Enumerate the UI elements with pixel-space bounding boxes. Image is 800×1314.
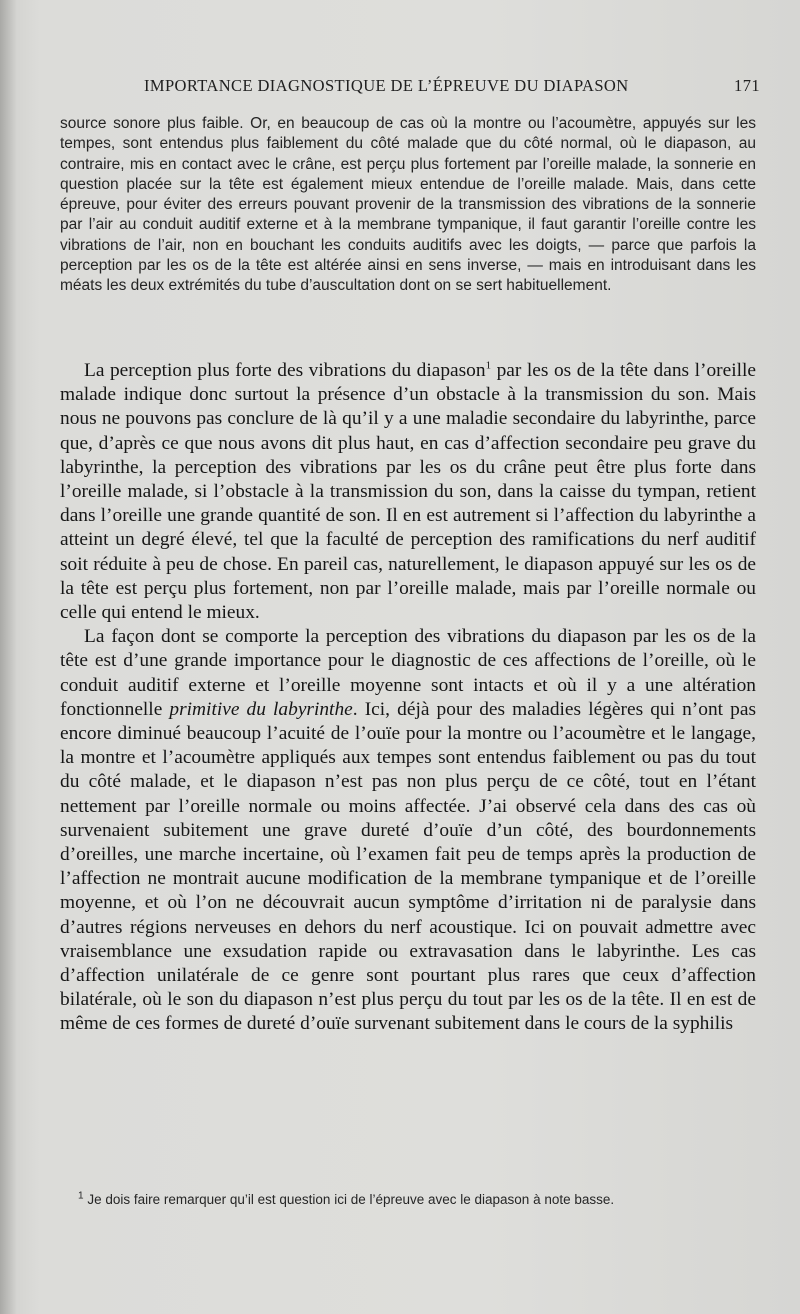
page-edge-shadow xyxy=(0,0,16,1314)
running-title: IMPORTANCE DIAGNOSTIQUE DE L’ÉPREUVE DU DIAPASON xyxy=(144,76,629,95)
page-number: 171 xyxy=(734,76,760,95)
paragraph-2-start: La façon dont se comporte la perception des vibrations du diapason par les os de la tête est d’une grande importance pour le diagnostic de ces affections de l’oreille, où le conduit auditif externe et l’oreille moyenne sont intacts et où il y a une altération fonctionnelle xyxy=(60,626,756,720)
paragraph-2 xyxy=(60,625,756,1036)
footnote xyxy=(60,1190,756,1209)
paragraph-1 xyxy=(60,359,756,625)
paragraph-1-rest: par les os de la tête dans l’oreille malade indique donc surtout la présence d’un obstacle à la transmission du son. Mais nous ne pouvons pas conclure de là qu’il y a une maladie secondaire du labyrinthe, parce que, d’après ce que nous avons dit plus haut, en cas d’affection secondaire peu grave du labyrinthe, la perception des vibrations par les os du crâne peut être plus forte dans l’oreille malade, si l’obstacle à la transmission du son, dans la caisse du tympan, retient dans l’oreille une grande quantité de son. Il en est autrement si l’affection du labyrinthe a atteint un degré élevé, tel que la faculté de perception des ramifications du nerf auditif soit réduite à peu de chose. En pareil cas, naturellement, le diapason appuyé sur les os de la tête est perçu plus fortement, non par l’oreille malade, mais par l’oreille normale ou celle qui entend le mieux. xyxy=(60,360,756,624)
main-text xyxy=(60,359,756,1037)
running-header xyxy=(60,76,770,100)
small-print-paragraph: source sonore plus faible. Or, en beaucoup de cas où la montre ou l’acoumètre, appuyés sur les tempes, sont entendus plus faiblement du côté malade que du côté normal, où le diapason, au contraire, mis en contact avec le crâne, est perçu plus fortement par l’oreille malade, la sonnerie en question placée sur la tête est également mieux entendue de l’oreille malade. Mais, dans cette épreuve, pour éviter des erreurs pouvant provenir de la transmission des vibrations de la sonnerie par l’air au conduit auditif externe et à la membrane tympanique, il faut garantir l’oreille contre les vibrations de l’air, non en bouchant les conduits auditifs avec les doigts, — parce que parfois la perception par les os de la tête est altérée ainsi en sens inverse, — mais en introduisant dans les méats les deux extrémités du tube d’auscultation dont on se sert habituellement. xyxy=(60,115,756,295)
footnote-number: 1 xyxy=(78,1190,84,1202)
footnote-body: Je dois faire remarquer qu’il est question ici de l’épreuve avec le diapason à note basse. xyxy=(83,1192,615,1207)
footnote-reference: 1 xyxy=(485,359,492,372)
paragraph-1-start: La perception plus forte des vibrations du diapason xyxy=(84,360,486,381)
footnote-text xyxy=(60,1190,756,1209)
small-print-section xyxy=(60,114,756,297)
italic-phrase: primitive du labyrinthe xyxy=(169,698,353,720)
paragraph-2-rest: . Ici, déjà pour des maladies légères qui n’ont pas encore diminué beaucoup l’acuité de l’ouïe pour la montre ou l’acoumètre et le langage, la montre et l’acoumètre appliqués aux tempes sont entendus faiblement ou pas du tout du côté malade, et le diapason n’est pas non plus perçu de ce côté, tout en l’étant nettement par l’oreille normale ou moins affectée. J’ai observé cela dans des cas où survenaient subitement une grave dureté d’ouïe d’un côté, des bourdonnements d’oreilles, une marche incertaine, où l’examen fait peu de temps après la production de l’affection ne montrait aucune modification de la membrane tympanique et de l’oreille moyenne, et où l’on ne découvrait aucun symptôme d’irritation ni de paralysie dans d’autres régions nerveuses en dehors du nerf acoustique. Ici on pouvait admettre avec vraisemblance une exsudation rapide ou extravasation dans le labyrinthe. Les cas d’affection unilatérale de ce genre sont pourtant plus rares que ceux d’affection bilatérale, où le son du diapason n’est plus perçu du tout par les os de la tête. Il en est de même de ces formes de dureté d’ouïe survenant subitement dans le cours de la syphilis xyxy=(60,698,757,1035)
